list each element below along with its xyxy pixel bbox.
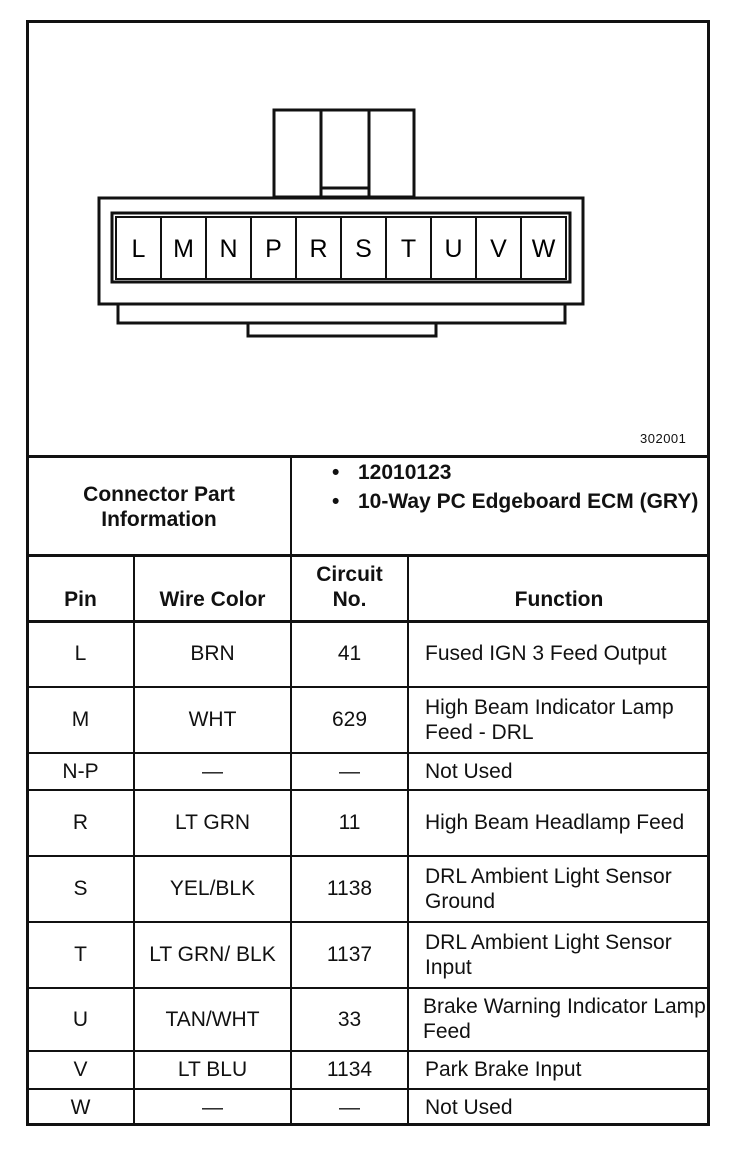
cell-wire-color: LT GRN <box>174 811 251 834</box>
cell-function: High Beam Headlamp Feed <box>425 811 685 834</box>
cell-circuit: — <box>339 1095 360 1119</box>
header-function: Function <box>514 588 604 611</box>
cell-circuit: 33 <box>337 1007 362 1031</box>
cell-pin: V <box>73 1058 88 1081</box>
cell-circuit: 1137 <box>326 943 373 966</box>
pin-label-u: U <box>444 235 463 263</box>
cell-pin: U <box>72 1007 89 1031</box>
cell-function: DRL Ambient Light Sensor Ground <box>425 864 672 913</box>
pin-label-w: W <box>531 235 556 263</box>
connector-latch <box>274 110 414 197</box>
cell-function: High Beam Indicator Lamp Feed - DRL <box>425 695 674 744</box>
pin-label-m: M <box>173 235 194 263</box>
pin-label-n: N <box>219 235 238 263</box>
cell-circuit: — <box>339 759 360 783</box>
cell-function: Fused IGN 3 Feed Output <box>425 642 667 665</box>
bullet-icon: • <box>332 490 340 513</box>
cell-circuit: 41 <box>337 642 362 665</box>
connector-diagram <box>26 20 710 457</box>
cell-function: Park Brake Input <box>425 1058 582 1081</box>
cell-function: DRL Ambient Light Sensor Input <box>425 930 672 979</box>
divider-info <box>290 456 292 556</box>
part-info-list <box>330 460 700 518</box>
cell-wire-color: WHT <box>188 708 237 731</box>
figure-id: 302001 <box>640 431 687 446</box>
bullet-icon: • <box>332 461 340 484</box>
part-number: 12010123 <box>358 461 452 484</box>
pin-label-s: S <box>355 235 372 263</box>
cell-wire-color: LT GRN/ BLK <box>149 943 276 966</box>
cell-wire-color: — <box>202 1095 223 1119</box>
cell-pin: R <box>72 811 89 834</box>
cell-pin: S <box>73 877 88 900</box>
part-info-item <box>330 460 700 485</box>
cell-function: Not Used <box>425 759 513 783</box>
cell-wire-color: BRN <box>190 642 235 665</box>
pin-label-p: P <box>265 235 282 263</box>
header-circuit-no: Circuit No. <box>316 563 383 611</box>
pin-label-t: T <box>400 235 417 263</box>
pin-label-l: L <box>131 235 146 263</box>
cell-pin: T <box>74 943 87 966</box>
cell-wire-color: TAN/WHT <box>165 1007 260 1031</box>
cell-circuit: 629 <box>331 708 368 731</box>
part-info-item <box>330 489 700 514</box>
part-description: 10-Way PC Edgeboard ECM (GRY) <box>358 490 699 513</box>
cell-wire-color: LT BLU <box>177 1058 248 1081</box>
pin-label-v: V <box>490 235 507 263</box>
divider-diagram <box>26 455 710 458</box>
connector-drawing <box>26 20 710 457</box>
cell-pin: M <box>71 708 90 731</box>
cell-wire-color: YEL/BLK <box>169 877 256 900</box>
cell-pin: L <box>74 642 87 665</box>
cell-wire-color: — <box>202 759 223 783</box>
header-pin: Pin <box>64 588 97 611</box>
header-wire-color: Wire Color <box>159 588 266 611</box>
cell-circuit: 1134 <box>326 1058 373 1081</box>
cell-circuit: 1138 <box>326 877 373 900</box>
part-info-title: Connector Part Information <box>83 483 235 531</box>
cell-function: Brake Warning Indicator Lamp Feed <box>423 995 706 1043</box>
cell-pin: N-P <box>62 759 99 783</box>
cell-pin: W <box>70 1095 91 1119</box>
pin-label-r: R <box>309 235 328 263</box>
cell-function: Not Used <box>425 1095 513 1119</box>
cell-circuit: 11 <box>338 811 361 834</box>
